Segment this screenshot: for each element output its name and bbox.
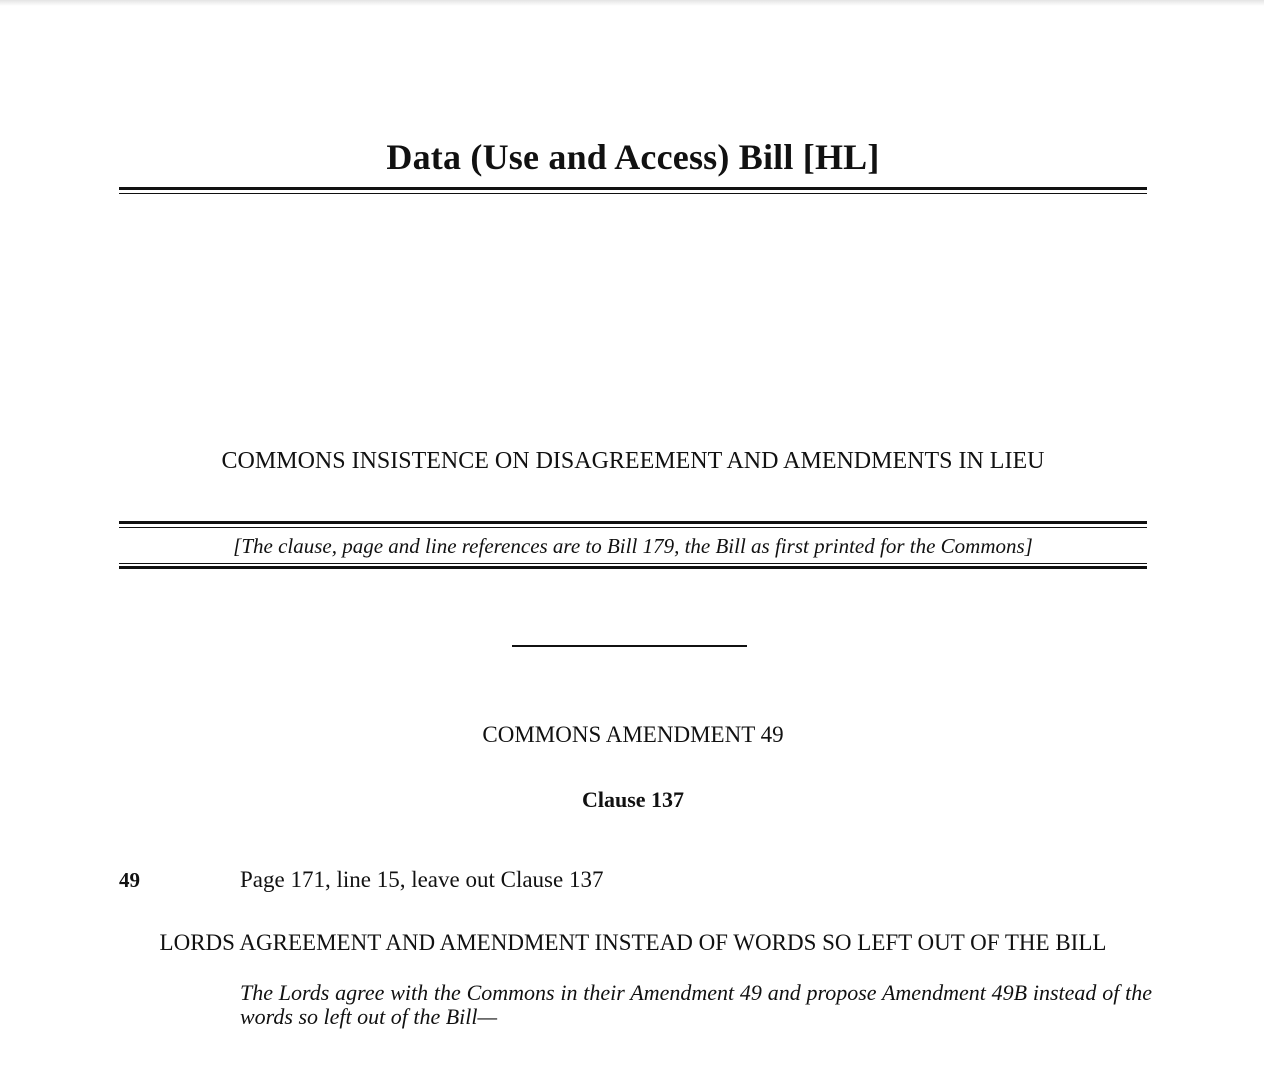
amendment-number: 49 [119, 868, 140, 892]
note-rule-bottom-upper [119, 563, 1147, 564]
clause-heading: Clause 137 [581, 787, 685, 812]
viewer-top-edge [0, 0, 1264, 6]
note-rule-top-lower [119, 527, 1147, 528]
note-rule-top-upper [119, 521, 1147, 524]
amendment-heading: COMMONS AMENDMENT 49 [482, 722, 784, 747]
title-rule-lower [119, 193, 1147, 194]
section-subtitle: COMMONS INSISTENCE ON DISAGREEMENT AND AMENDMENTS IN LIEU [221, 448, 1045, 474]
amendment-text: Page 171, line 15, leave out Clause 137 [240, 867, 604, 892]
lords-motion-text: The Lords agree with the Commons in their Amendment 49 and propose Amendment 49B instead of the words so left out of the Bill— [240, 980, 1152, 1029]
section-divider [512, 645, 747, 647]
note-rule-bottom-lower [119, 566, 1147, 569]
title-rule-upper [119, 187, 1147, 190]
lords-heading: LORDS AGREEMENT AND AMENDMENT INSTEAD OF WORDS SO LEFT OUT OF THE BILL [159, 930, 1107, 955]
reference-note: [The clause, page and line references are to Bill 179, the Bill as first printed for the Commons] [233, 534, 1033, 558]
bill-title: Data (Use and Access) Bill [HL] [386, 137, 880, 177]
